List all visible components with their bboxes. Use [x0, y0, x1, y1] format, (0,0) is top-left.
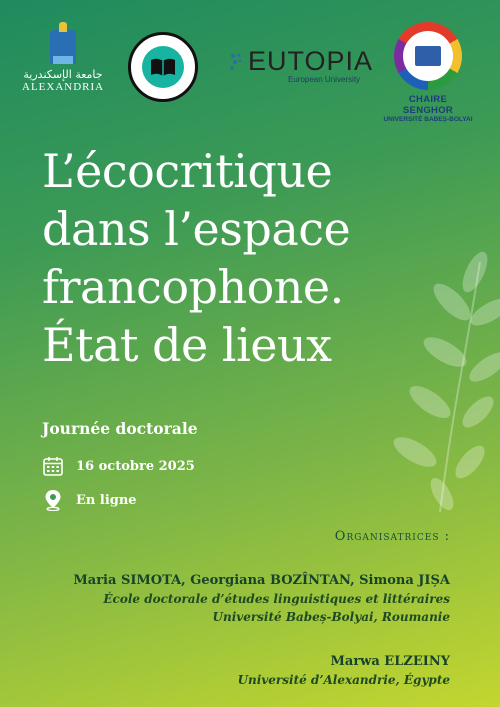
senghor-line2: UNIVERSITÉ BABEȘ-BOLYAI — [383, 116, 473, 123]
organizer-university-2: Université d’Alexandrie, Égypte — [237, 673, 450, 687]
senghor-emblem-icon — [394, 22, 462, 90]
event-location-row — [42, 489, 137, 511]
organizers-group-1 — [73, 573, 450, 624]
alexandria-name: ALEXANDRIA — [22, 81, 105, 93]
lighthouse-icon — [50, 30, 76, 64]
eutopia-logo — [232, 46, 374, 84]
title-line-1: L’écocritique — [42, 144, 333, 198]
organizer-names-2: Marwa ELZEINY — [330, 654, 450, 669]
organizer-school-1: École doctorale d’études linguistiques et littéraires — [103, 592, 450, 606]
event-type: Journée doctorale — [42, 419, 198, 438]
calendar-icon — [42, 455, 64, 477]
title-line-3: francophone. — [42, 260, 344, 314]
alexandria-logo — [22, 30, 104, 93]
eutopia-dots-icon — [230, 52, 244, 72]
logo-bar — [0, 26, 500, 123]
eutopia-name: EUTOPIA — [248, 46, 374, 76]
organizer-university-1: Université Babeș-Bolyai, Roumanie — [212, 610, 450, 624]
organizer-names-1: Maria SIMOTA, Georgiana BOZÎNTAN, Simona JIȘA — [73, 573, 450, 588]
event-location: En ligne — [76, 492, 137, 508]
title-line-2: dans l’espace — [42, 202, 351, 256]
event-date-row — [42, 455, 195, 477]
alexandria-arabic-name: جامعة الإسكندرية — [23, 68, 103, 81]
eutopia-subtitle: European University — [288, 75, 361, 84]
book-icon — [149, 56, 177, 78]
senghor-line1: CHAIRE SENGHOR — [402, 94, 454, 116]
faculty-logo — [128, 32, 198, 102]
leaf-branch-icon — [370, 232, 500, 522]
organizers-group-2 — [238, 654, 450, 687]
senghor-logo — [383, 22, 473, 123]
event-date: 16 octobre 2025 — [76, 458, 195, 474]
map-pin-icon — [42, 489, 64, 511]
title-line-4: État de lieux — [42, 318, 332, 372]
organizers-heading: Organisatrices : — [334, 529, 450, 544]
